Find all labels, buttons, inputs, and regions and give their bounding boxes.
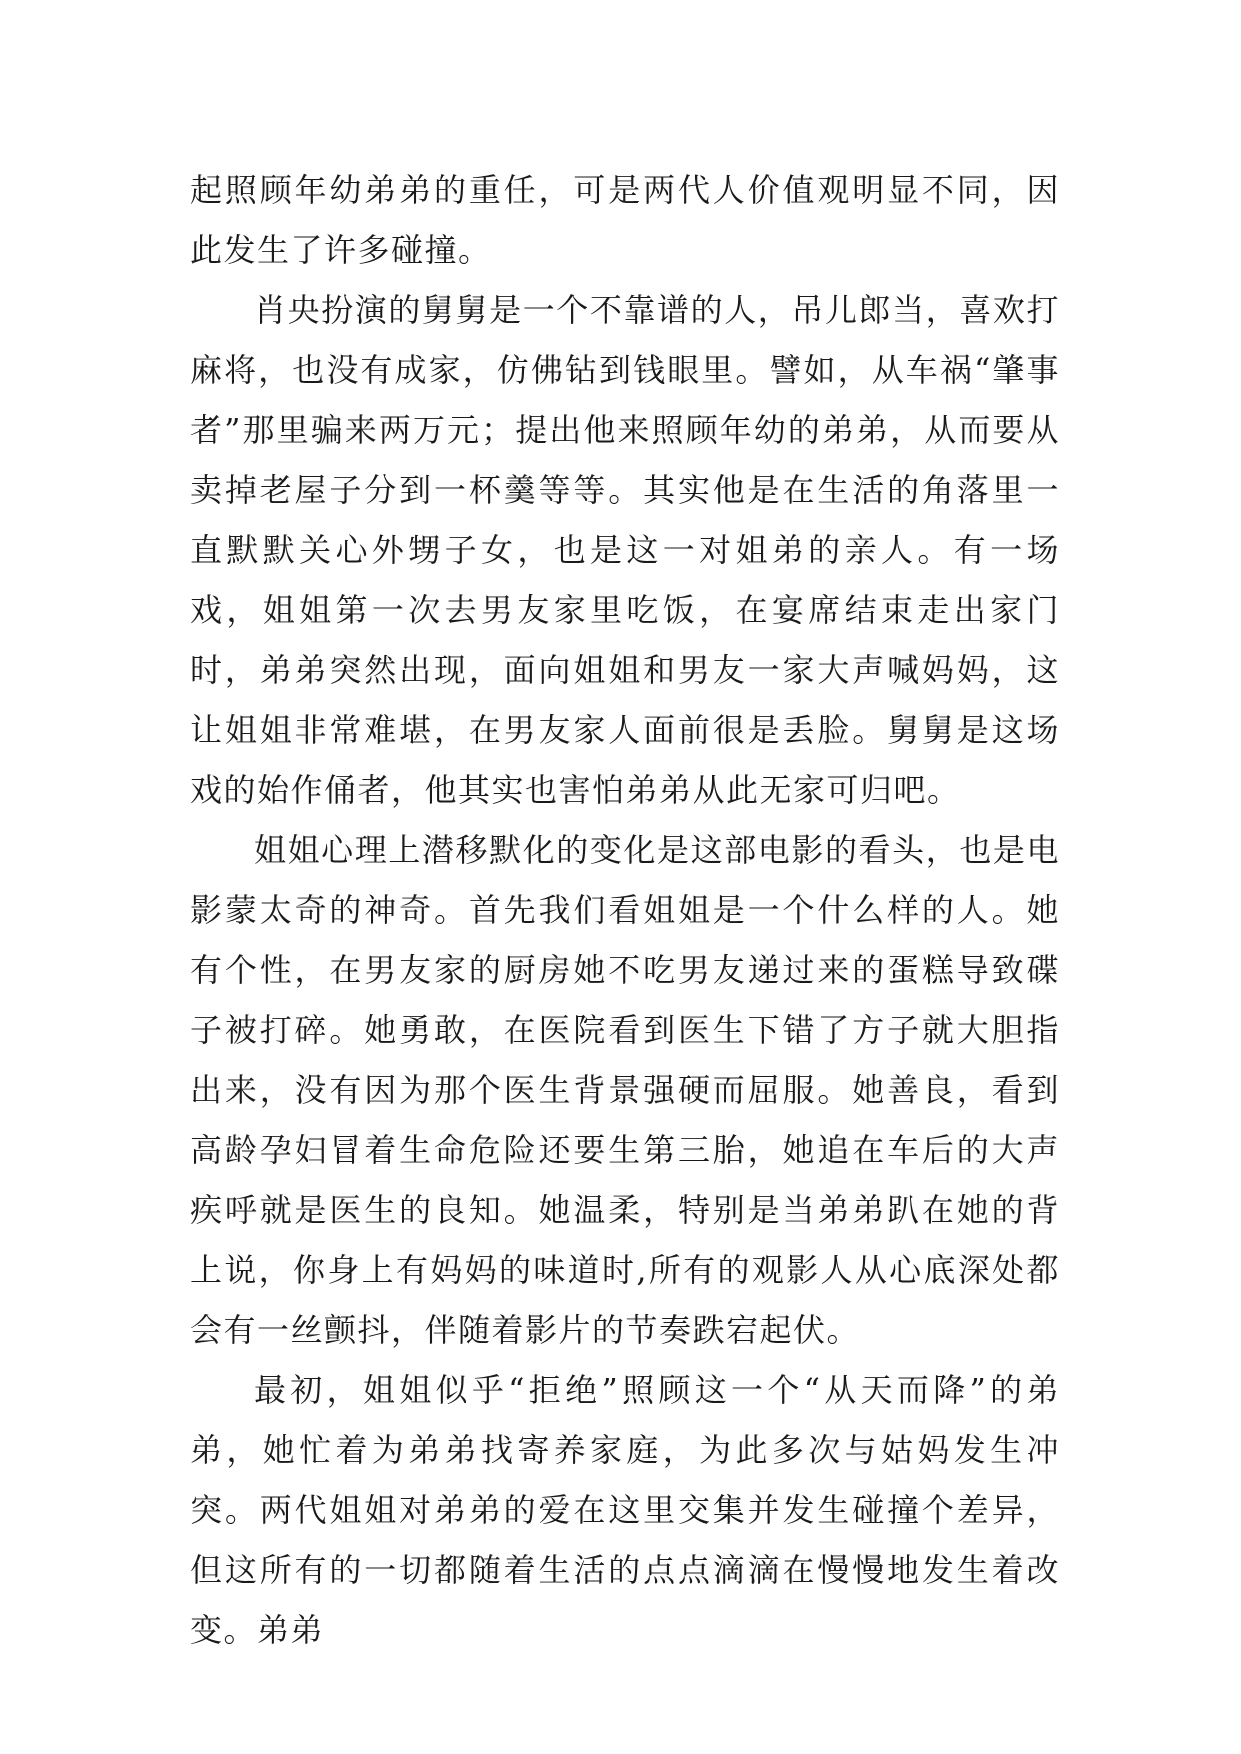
article-body xyxy=(190,160,1060,1660)
paragraph-3: 姐姐心理上潜移默化的变化是这部电影的看头，也是电影蒙太奇的神奇。首先我们看姐姐是一个什么样的人。她有个性，在男友家的厨房她不吃男友递过来的蛋糕导致碟子被打碎。她勇敢，在医院看到医生下错了方子就大胆指出来，没有因为那个医生背景强硬而屈服。她善良，看到高龄孕妇冒着生命危险还要生第三胎，她追在车后的大声疾呼就是医生的良知。她温柔，特别是当弟弟趴在她的背上说，你身上有妈妈的味道时,所有的观影人从心底深处都会有一丝颤抖，伴随着影片的节奏跌宕起伏。 xyxy=(190,831,1060,1349)
paragraph-2: 肖央扮演的舅舅是一个不靠谱的人，吊儿郎当，喜欢打麻将，也没有成家，仿佛钻到钱眼里。譬如，从车祸“肇事者”那里骗来两万元；提出他来照顾年幼的弟弟，从而要从卖掉老屋子分到一杯羹等等。其实他是在生活的角落里一直默默关心外甥子女，也是这一对姐弟的亲人。有一场戏，姐姐第一次去男友家里吃饭，在宴席结束走出家门时，弟弟突然出现，面向姐姐和男友一家大声喊妈妈，这让姐姐非常难堪，在男友家人面前很是丢脸。舅舅是这场戏的始作俑者，他其实也害怕弟弟从此无家可归吧。 xyxy=(190,291,1060,809)
paragraph-4: 最初，姐姐似乎“拒绝”照顾这一个“从天而降”的弟弟，她忙着为弟弟找寄养家庭，为此多次与姑妈发生冲突。两代姐姐对弟弟的爱在这里交集并发生碰撞个差异，但这所有的一切都随着生活的点点滴滴在慢慢地发生着改变。弟弟 xyxy=(190,1371,1060,1649)
paragraph-1: 起照顾年幼弟弟的重任，可是两代人价值观明显不同，因此发生了许多碰撞。 xyxy=(190,171,1060,269)
